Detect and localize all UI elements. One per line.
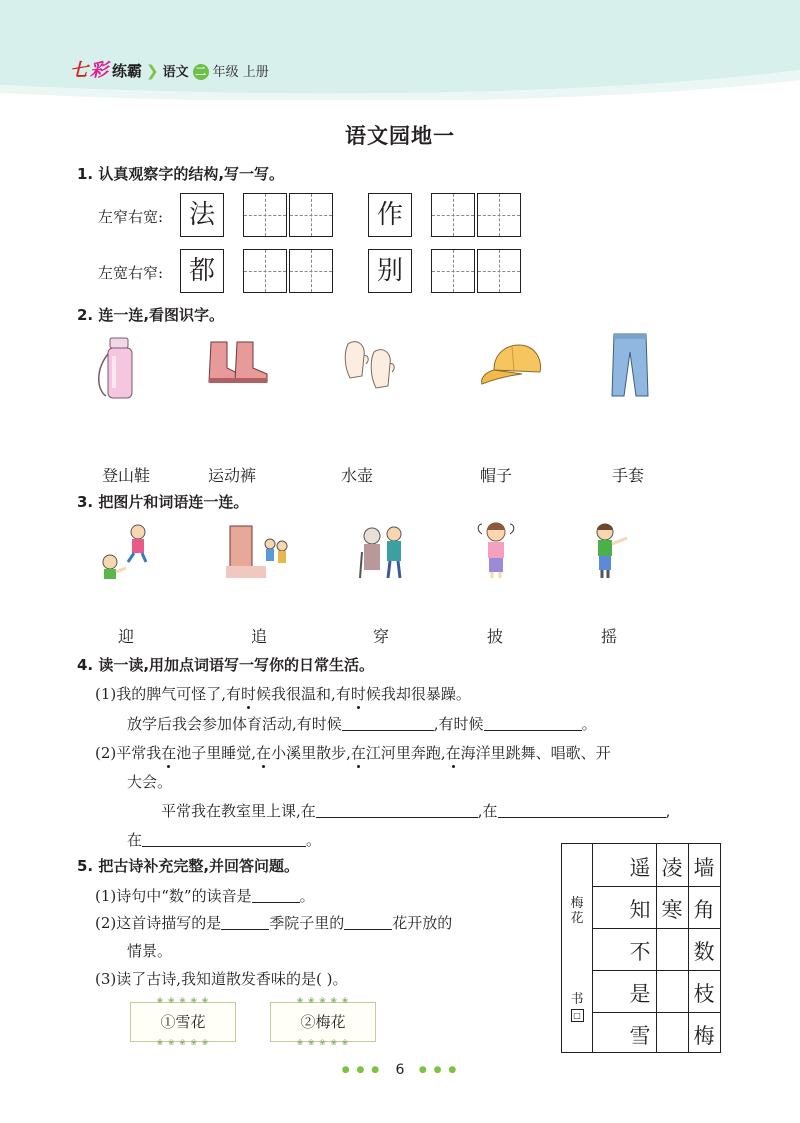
mittens-icon[interactable] — [340, 336, 402, 396]
water-bottle-icon[interactable] — [96, 334, 146, 404]
chevron-right-icon: ❯ — [146, 62, 159, 80]
q1-prompt: 1. 认真观察字的结构,写一写。 — [77, 165, 285, 183]
q1-row2-label: 左宽右窄: — [98, 264, 164, 282]
answer-blank[interactable] — [252, 888, 300, 903]
answer-blank[interactable] — [316, 803, 478, 818]
dotted-word: 有时候 — [335, 685, 381, 703]
pants-icon[interactable] — [608, 332, 652, 398]
q4-sentence-2: (2)平常我在池子里睡觉,在小溪里散步,在江河里奔跑,在海洋里跳舞、唱歌、开 — [95, 744, 611, 762]
option-snowflake[interactable]: ❀ ❀ ❀ ❀ ❀ ①雪花 ❀ ❀ ❀ ❀ ❀ — [130, 1002, 236, 1042]
word-hiking-boots[interactable]: 登山鞋 — [102, 466, 151, 485]
answer-blank[interactable] — [221, 915, 269, 930]
word-sports-pants[interactable]: 运动裤 — [208, 466, 257, 485]
writing-grid[interactable] — [431, 249, 523, 293]
q2-prompt: 2. 连一连,看图识字。 — [77, 306, 225, 324]
children-chasing-icon[interactable] — [96, 522, 154, 584]
q5-item-2-end: 情景。 — [127, 942, 173, 960]
writing-grid[interactable] — [243, 193, 335, 237]
answer-blank[interactable] — [498, 803, 666, 818]
header-wave-band — [0, 0, 800, 100]
poem-char: 不 — [629, 940, 651, 964]
children-greeting-icon[interactable] — [226, 522, 292, 584]
answer-blank[interactable] — [484, 716, 582, 731]
q5-prompt: 5. 把古诗补充完整,并回答问题。 — [77, 857, 300, 875]
word-chuan[interactable]: 穿 — [373, 627, 390, 646]
word-zhui[interactable]: 追 — [251, 627, 268, 646]
model-char-dou: 都 — [180, 249, 224, 293]
word-mittens[interactable]: 手套 — [612, 466, 645, 485]
dotted-word: 在 — [256, 744, 272, 762]
boy-pointing-icon[interactable] — [585, 520, 633, 582]
q5-item-3: (3)读了古诗,我知道散发香味的是( )。 — [95, 970, 348, 988]
poem-char: 是 — [629, 982, 651, 1006]
hiking-boots-icon[interactable] — [205, 338, 271, 388]
word-water-bottle[interactable]: 水壶 — [341, 466, 374, 485]
poem-char: 数 — [693, 940, 715, 964]
q4-fill-line-1: 放学后我会参加体育活动,有时候 ,有时候 。 — [127, 715, 597, 733]
poem-char: 墙 — [693, 856, 715, 880]
grade-number-badge: 二 — [193, 64, 209, 80]
girl-shaking-head-icon[interactable] — [472, 520, 520, 582]
poem-title: 梅 花 — [570, 896, 584, 926]
poem-grid — [561, 843, 721, 1053]
word-ying[interactable]: 迎 — [118, 627, 135, 646]
poem-char: 遥 — [629, 856, 651, 880]
q4-sentence-1: (1)我的脾气可怪了,有时候我很温和,有时候我却很暴躁。 — [95, 685, 471, 703]
answer-blank[interactable] — [342, 716, 434, 731]
page-number: ● ● ● 6 ● ● ● — [341, 1062, 459, 1078]
helping-elder-icon[interactable] — [356, 522, 412, 584]
q5-item-2: (2)这首诗描写的是 季院子里的 花开放的 — [95, 914, 453, 932]
model-char-fa: 法 — [180, 193, 224, 237]
dotted-word: 有时候 — [226, 685, 272, 703]
q1-row1-label: 左窄右宽: — [98, 208, 164, 226]
dotted-word: 在 — [445, 744, 461, 762]
answer-blank[interactable] — [142, 832, 306, 847]
q5-item-1: (1)诗句中“数”的读音是 。 — [95, 887, 315, 905]
page-title: 语文园地一 — [345, 123, 455, 148]
dotted-word: 在 — [161, 744, 177, 762]
q4-fill-line-2: 平常我在教室里上课,在 ,在 , — [161, 802, 671, 820]
poem-char: 知 — [629, 898, 651, 922]
dotted-word: 在 — [350, 744, 366, 762]
option-plum-blossom[interactable]: ❀ ❀ ❀ ❀ ❀ ②梅花 ❀ ❀ ❀ ❀ ❀ — [270, 1002, 376, 1042]
grade-label: 年级 上册 — [212, 65, 269, 80]
brand-lianba: 练霸 — [112, 62, 143, 80]
q4-fill-line-3: 在 。 — [127, 831, 322, 849]
poem-char: 寒 — [661, 898, 683, 922]
brand-cai: 彩 — [90, 60, 108, 81]
series-brand — [70, 56, 269, 82]
poem-char: 梅 — [693, 1024, 715, 1048]
writing-grid[interactable] — [243, 249, 335, 293]
subject-label: 语文 — [162, 65, 189, 80]
page-header — [0, 0, 800, 100]
brand-qi: 七 — [70, 60, 88, 81]
word-cap[interactable]: 帽子 — [480, 466, 513, 485]
poem-author: 书 □ — [570, 992, 584, 1020]
answer-blank[interactable] — [344, 915, 392, 930]
poem-char: 凌 — [661, 856, 683, 880]
model-char-zuo: 作 — [368, 193, 412, 237]
q4-prompt: 4. 读一读,用加点词语写一写你的日常生活。 — [77, 656, 375, 674]
q4-sentence-2-end: 大会。 — [127, 773, 173, 791]
q3-prompt: 3. 把图片和词语连一连。 — [77, 493, 249, 511]
word-yao[interactable]: 摇 — [601, 627, 618, 646]
writing-grid[interactable] — [431, 193, 523, 237]
model-char-bie: 别 — [368, 249, 412, 293]
word-pi[interactable]: 披 — [487, 627, 504, 646]
poem-char: 雪 — [629, 1024, 651, 1048]
cap-icon[interactable] — [476, 340, 548, 390]
poem-char: 角 — [693, 898, 715, 922]
poem-char: 枝 — [693, 982, 715, 1006]
